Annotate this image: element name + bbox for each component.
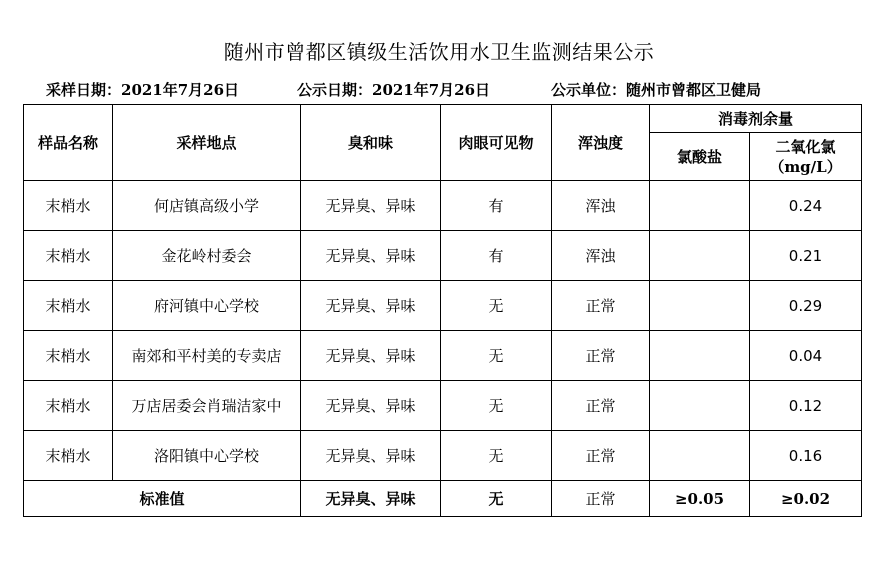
- cell-odor: 无异臭、异味: [301, 181, 441, 231]
- cell-chlorate: [650, 331, 750, 381]
- table-header-row: [24, 105, 862, 133]
- cell-visible: 无: [441, 331, 552, 381]
- header-chlorine-dioxide: [750, 133, 862, 181]
- sampling-date: 采样日期：2021年7月26日: [46, 81, 240, 99]
- header-visible: 肉眼可见物: [441, 105, 552, 181]
- header-odor: 臭和味: [301, 105, 441, 181]
- cell-chlorine-dioxide: 0.21: [750, 231, 862, 281]
- table-row: [24, 381, 862, 431]
- cell-chlorine-dioxide: 0.24: [750, 181, 862, 231]
- cell-chlorine-dioxide: 0.29: [750, 281, 862, 331]
- cell-odor: 无异臭、异味: [301, 231, 441, 281]
- cell-visible: 无: [441, 381, 552, 431]
- table-row: [24, 181, 862, 231]
- cell-location: 南郊和平村美的专卖店: [113, 331, 301, 381]
- cell-odor: 无异臭、异味: [301, 381, 441, 431]
- cell-sample: 末梢水: [24, 381, 113, 431]
- cell-turbidity: 正常: [552, 431, 650, 481]
- header-chlorate: 氯酸盐: [650, 133, 750, 181]
- cell-sample: 末梢水: [24, 181, 113, 231]
- page-title: 随州市曾都区镇级生活饮用水卫生监测结果公示: [223, 40, 655, 64]
- cell-location: 金花岭村委会: [113, 231, 301, 281]
- standard-odor: 无异臭、异味: [301, 481, 441, 517]
- header-location: 采样地点: [113, 105, 301, 181]
- standard-visible: 无: [441, 481, 552, 517]
- standard-chlorine-dioxide: ≥0.02: [750, 481, 862, 517]
- cell-sample: 末梢水: [24, 231, 113, 281]
- publish-date: 公示日期：2021年7月26日: [297, 81, 491, 99]
- cell-chlorine-dioxide: 0.04: [750, 331, 862, 381]
- header-chlorine-dioxide-name: 二氧化氯: [775, 137, 836, 156]
- results-table: [23, 104, 862, 517]
- cell-location: 万店居委会肖瑞洁家中: [113, 381, 301, 431]
- table-row: [24, 281, 862, 331]
- standard-row: [24, 481, 862, 517]
- cell-turbidity: 浑浊: [552, 181, 650, 231]
- publish-unit: 公示单位：随州市曾都区卫健局: [551, 81, 762, 99]
- table-row: [24, 431, 862, 481]
- cell-visible: 有: [441, 231, 552, 281]
- table-row: [24, 231, 862, 281]
- header-turbidity: 浑浊度: [552, 105, 650, 181]
- cell-chlorine-dioxide: 0.12: [750, 381, 862, 431]
- cell-chlorate: [650, 281, 750, 331]
- standard-chlorate: ≥0.05: [650, 481, 750, 517]
- cell-turbidity: 正常: [552, 331, 650, 381]
- cell-chlorate: [650, 231, 750, 281]
- standard-turbidity: 正常: [552, 481, 650, 517]
- cell-chlorate: [650, 181, 750, 231]
- cell-turbidity: 正常: [552, 281, 650, 331]
- header-chlorine-dioxide-unit: （mg/L）: [769, 157, 842, 176]
- header-disinfectant: 消毒剂余量: [650, 105, 862, 133]
- cell-odor: 无异臭、异味: [301, 281, 441, 331]
- standard-label: 标准值: [24, 481, 301, 517]
- cell-location: 洛阳镇中心学校: [113, 431, 301, 481]
- cell-sample: 末梢水: [24, 431, 113, 481]
- cell-odor: 无异臭、异味: [301, 431, 441, 481]
- cell-visible: 有: [441, 181, 552, 231]
- cell-turbidity: 正常: [552, 381, 650, 431]
- cell-chlorate: [650, 431, 750, 481]
- cell-sample: 末梢水: [24, 331, 113, 381]
- cell-location: 府河镇中心学校: [113, 281, 301, 331]
- cell-location: 何店镇高级小学: [113, 181, 301, 231]
- header-sample-name: 样品名称: [24, 105, 113, 181]
- cell-turbidity: 浑浊: [552, 231, 650, 281]
- cell-visible: 无: [441, 281, 552, 331]
- cell-odor: 无异臭、异味: [301, 331, 441, 381]
- cell-chlorine-dioxide: 0.16: [750, 431, 862, 481]
- table-row: [24, 331, 862, 381]
- cell-visible: 无: [441, 431, 552, 481]
- cell-sample: 末梢水: [24, 281, 113, 331]
- cell-chlorate: [650, 381, 750, 431]
